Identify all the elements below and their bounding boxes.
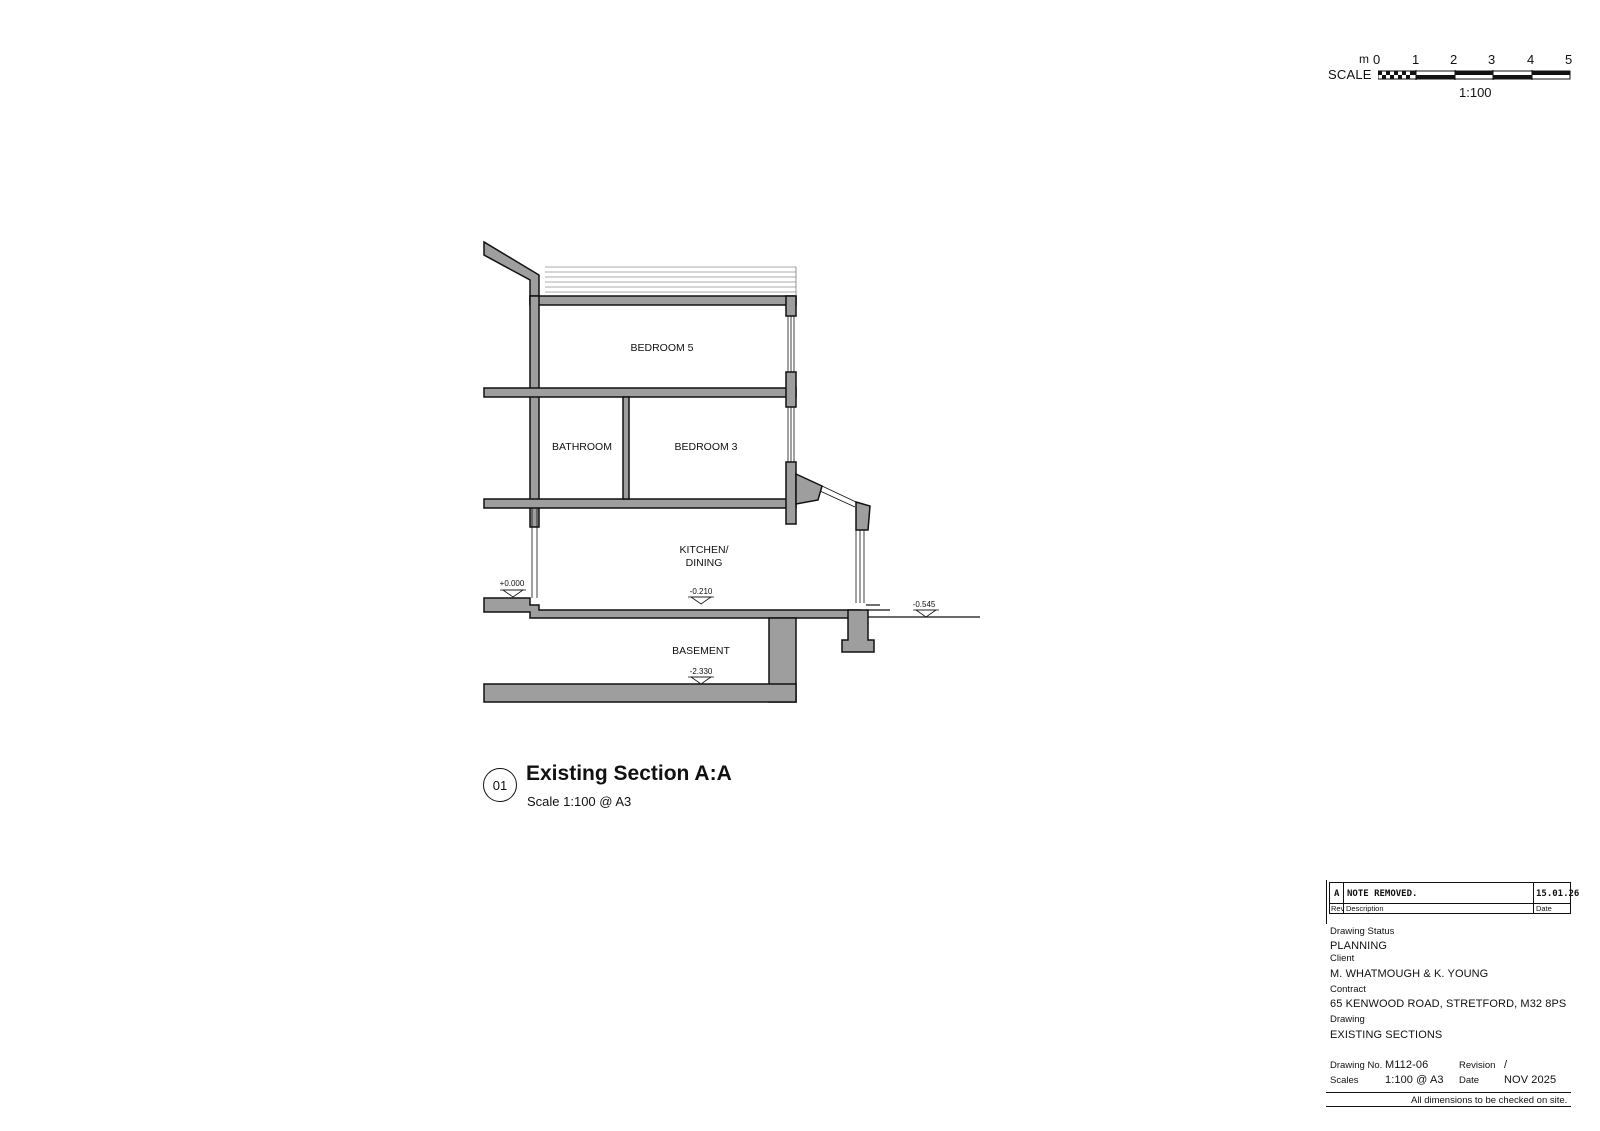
drawing-no: M112-06 [1385, 1059, 1429, 1071]
drawing-number: 01 [492, 777, 508, 793]
revision-header-rev: Rev [1331, 904, 1345, 913]
contract-label: Contract [1330, 984, 1366, 995]
room-label-basement: BASEMENT [672, 645, 730, 657]
drawing-label: Drawing [1330, 1014, 1365, 1025]
contract-address: 65 KENWOOD ROAD, STRETFORD, M32 8PS [1330, 998, 1567, 1010]
level-label-kitchen: -0.210 [689, 587, 713, 596]
client-label: Client [1330, 953, 1355, 964]
footer-note: All dimensions to be checked on site. [1411, 1095, 1568, 1106]
drawing-no-label: Drawing No. [1330, 1060, 1383, 1071]
revision-header-description: Description [1346, 904, 1384, 913]
drawing-status: PLANNING [1330, 940, 1388, 952]
drawing-scale: Scale 1:100 @ A3 [527, 794, 632, 809]
level-label-garden: -0.545 [912, 600, 936, 609]
scale-bar-label: SCALE [1328, 67, 1372, 82]
revision-table [1329, 882, 1580, 914]
room-label-kitchen: KITCHEN/ [679, 544, 729, 556]
scale-tick-label: 3 [1488, 52, 1496, 67]
date-value: NOV 2025 [1504, 1074, 1557, 1086]
date-label: Date [1459, 1075, 1480, 1086]
revision-value: / [1504, 1059, 1508, 1071]
revision-label: Revision [1459, 1060, 1496, 1071]
scale-bar-unit: m [1359, 52, 1369, 66]
scale-tick-label: 0 [1373, 52, 1381, 67]
basement-floor-slab [484, 684, 796, 702]
level-label-datum: +0.000 [499, 579, 525, 588]
drawing-number-bubble [483, 768, 517, 802]
level-marker-kitchen [691, 597, 711, 604]
scales-value: 1:100 @ A3 [1385, 1074, 1444, 1086]
scale-tick-label: 4 [1527, 52, 1535, 67]
room-label-bedroom5: BEDROOM 5 [630, 342, 694, 354]
level-marker-basement [691, 677, 711, 684]
left-wall [530, 296, 539, 527]
scale-tick-label: 2 [1450, 52, 1458, 67]
drawing-name: EXISTING SECTIONS [1330, 1029, 1443, 1041]
revision-header-date: Date [1536, 904, 1552, 913]
room-label-bedroom3: BEDROOM 3 [674, 441, 738, 453]
revision-description: NOTE REMOVED. [1347, 889, 1418, 899]
bay-head [796, 474, 822, 504]
scales-label: Scales [1330, 1075, 1359, 1086]
section-walls [484, 242, 874, 702]
revision-date: 15.01.26 [1536, 889, 1580, 899]
rear-wall-top [786, 296, 796, 316]
level-label-basement: -2.330 [689, 667, 713, 676]
revision-code: A [1334, 889, 1340, 899]
room-label-dining: DINING [685, 557, 723, 569]
second-floor-slab [484, 388, 796, 397]
client-name: M. WHATMOUGH & K. YOUNG [1330, 968, 1489, 980]
level-marker-garden [916, 610, 936, 617]
drawing-status-label: Drawing Status [1330, 926, 1395, 937]
roof-lines [545, 267, 796, 296]
bathroom-partition [623, 397, 629, 499]
roof-slab [530, 296, 796, 305]
level-markers [503, 590, 936, 684]
scale-tick-label: 5 [1565, 52, 1573, 67]
bay-head-outer [856, 502, 870, 530]
ground-floor-slab [484, 598, 860, 618]
scale-tick-label: 1 [1412, 52, 1420, 67]
roof-slope [484, 242, 539, 304]
room-label-bathroom: BATHROOM [552, 441, 612, 453]
level-marker-datum [503, 590, 523, 597]
level-underlines [500, 590, 939, 677]
scale-bar-ratio: 1:100 [1459, 85, 1492, 100]
rear-wall-mid [786, 372, 796, 407]
drawing-title: Existing Section A:A [526, 762, 732, 785]
rear-wall-low [786, 462, 796, 524]
first-floor-slab [484, 499, 796, 508]
